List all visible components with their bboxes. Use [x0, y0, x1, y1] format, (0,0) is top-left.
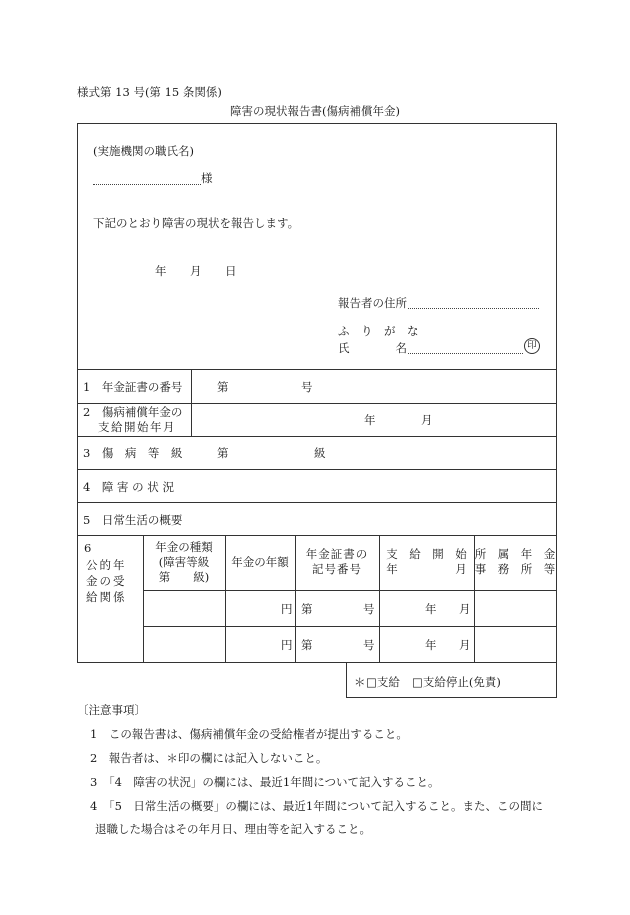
note-item: 3 「4 障害の状況」の欄には、最近1年間について記入すること。 [90, 775, 440, 789]
row-yen: 円 [281, 638, 293, 652]
row2-year: 年 [364, 413, 376, 427]
row4-label: 4 障 害 の 状 況 [83, 480, 174, 494]
header-pension-type: 年金の種類 (障害等級 第 級) [155, 540, 213, 584]
form-number: 様式第 13 号(第 15 条関係) [77, 85, 222, 99]
reporter-name-field[interactable] [408, 353, 523, 354]
row3-kyu: 級 [314, 446, 326, 460]
row3-dai: 第 [217, 446, 229, 460]
sama-label: 様 [201, 171, 213, 185]
header-pension-cert: 年金証書の 記号番号 [305, 547, 369, 576]
header-pension-start: 支 給 開 始 年 月 [386, 547, 467, 576]
row-go: 号 [363, 602, 375, 616]
row-dai: 第 [301, 638, 313, 652]
pension-label-3: 給関係 [86, 590, 127, 604]
row5-label: 5 日常生活の概要 [83, 513, 183, 527]
date-day-label: 日 [225, 264, 237, 278]
row-dai: 第 [301, 602, 313, 616]
asterisk-mark: ＊ [354, 675, 366, 689]
agency-label: (実施機関の職氏名) [93, 144, 194, 158]
pension-label-2: 金の受 [86, 574, 127, 588]
note-item: 1 この報告書は、傷病補償年金の受給権者が提出すること。 [90, 727, 408, 741]
seal-icon: 印 [524, 338, 540, 354]
intro-text: 下記のとおり障害の現状を報告します。 [93, 216, 300, 230]
header-pension-office: 所 属 年 金 事 務 所 等 [474, 547, 556, 576]
pension-label-1: 公的年 [86, 558, 127, 572]
row1-dai: 第 [217, 380, 229, 394]
row-go: 号 [363, 638, 375, 652]
pension-num: 6 [84, 541, 92, 555]
checkbox-shikyu[interactable]: □支給 [366, 675, 400, 689]
reporter-address-label: 報告者の住所 [338, 296, 407, 310]
page-title: 障害の現状報告書(傷病補償年金) [230, 104, 400, 118]
date-year-label: 年 [155, 264, 167, 278]
note-item-continued: 退職した場合はその年月日、理由等を記入すること。 [95, 822, 371, 836]
note-item: 2 報告者は、＊印の欄には記入しないこと。 [90, 751, 328, 765]
row2-month: 月 [421, 413, 433, 427]
checkbox-teishi[interactable]: □支給停止(免責) [412, 675, 501, 689]
header-pension-amount: 年金の年額 [231, 555, 289, 569]
row-month: 月 [459, 602, 471, 616]
notes-heading: 〔注意事項〕 [77, 703, 146, 717]
row1-label: 1 年金証書の番号 [83, 380, 183, 394]
note-item: 4 「5 日常生活の概要」の欄には、最近1年間について記入すること。また、この間に [90, 799, 543, 813]
name-label: 氏 名 [338, 341, 407, 355]
row2-label-line1: 2 傷病補償年金の [83, 405, 183, 419]
reporter-address-field[interactable] [408, 308, 539, 309]
row3-label: 3 傷 病 等 級 [83, 446, 183, 460]
agency-name-field[interactable] [93, 184, 201, 185]
row-year: 年 [425, 602, 437, 616]
row-month: 月 [459, 638, 471, 652]
row-year: 年 [425, 638, 437, 652]
row1-go: 号 [301, 380, 313, 394]
row-yen: 円 [281, 602, 293, 616]
date-month-label: 月 [190, 264, 202, 278]
furigana-label: ふ り が な [338, 324, 419, 338]
row2-label-line2: 支給開始年月 [98, 420, 176, 434]
